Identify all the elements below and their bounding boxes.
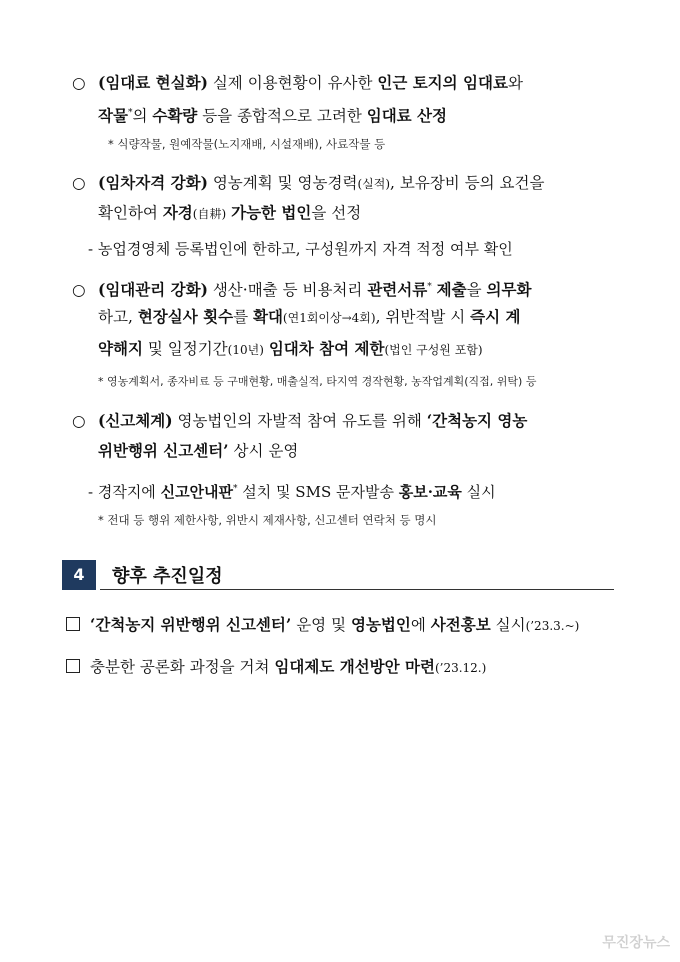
emphasis: 약해지 <box>98 339 143 358</box>
item-1-line-1 <box>72 72 523 94</box>
text: 와 <box>507 74 523 92</box>
footnote-mark: * <box>233 484 238 494</box>
text: 상시 운영 <box>228 442 299 460</box>
checkbox-square-icon <box>66 659 80 673</box>
emphasis: 즉시 계 <box>470 307 521 326</box>
emphasis: 임대료 산정 <box>366 106 447 126</box>
emphasis: 인근 토지의 임대료 <box>377 73 508 92</box>
emphasis: 수확량 <box>152 106 198 126</box>
text: 실시 <box>490 616 526 634</box>
emphasis: 관련서류 <box>367 280 428 300</box>
bullet-circle: ○ <box>72 74 86 92</box>
item-heading: (임차자격 강화) <box>98 173 208 192</box>
emphasis: 신고안내판 <box>160 483 234 501</box>
date: (’23.12.) <box>434 661 487 675</box>
emphasis: 영농법인 <box>350 615 411 634</box>
text: 실시 <box>461 483 496 501</box>
bullet-circle: ○ <box>72 281 86 300</box>
text: 영농계획 및 영농경력 <box>207 174 358 192</box>
item-4-footnote: * 전대 등 행위 제한사항, 위반시 제재사항, 신고센터 연락처 등 명시 <box>98 513 437 527</box>
watermark-logo: 무진장뉴스 <box>602 935 670 951</box>
parenthetical: (自耕) <box>192 207 227 221</box>
emphasis: 작물 <box>98 106 128 126</box>
footnote-mark: * <box>127 108 133 118</box>
item-2-line-1 <box>72 172 544 195</box>
schedule-item-2 <box>66 656 486 679</box>
item-2-subpoint: - 농업경영체 등록법인에 한하고, 구성원까지 자격 적정 여부 확인 <box>88 240 513 258</box>
text: - 경작지에 <box>88 483 161 501</box>
text: 을 <box>466 281 487 300</box>
bullet-circle: ○ <box>72 174 86 192</box>
text: 생산·매출 등 비용처리 <box>207 281 368 300</box>
emphasis: 사전홍보 <box>430 615 491 634</box>
emphasis: 위반행위 신고센터’ <box>98 441 229 460</box>
text: 을 선정 <box>311 204 362 222</box>
parenthetical: (10년) <box>227 343 264 357</box>
section-title: 향후 추진일정 <box>112 566 223 587</box>
item-3-line-3 <box>98 338 483 361</box>
checkbox-square-icon <box>66 617 80 631</box>
item-3-line-1 <box>72 276 531 301</box>
item-4-subpoint <box>88 478 496 503</box>
item-2-line-2 <box>98 202 361 225</box>
text: 에 <box>410 616 431 634</box>
item-4-line-2 <box>98 440 298 462</box>
emphasis: ‘간척농지 위반행위 신고센터’ <box>90 615 292 634</box>
item-3-line-2 <box>98 306 520 329</box>
emphasis: 확대 <box>252 307 283 326</box>
emphasis: 제출 <box>436 280 467 300</box>
emphasis: 현장실사 횟수 <box>137 307 234 326</box>
text: 실제 이용현황이 유사한 <box>207 74 378 92</box>
emphasis: ‘간척농지 영농 <box>426 411 528 430</box>
parenthetical: (실적) <box>357 177 391 191</box>
item-4-line-1 <box>72 410 527 432</box>
date: (’23.3.~) <box>525 619 580 633</box>
text: 확인하여 <box>98 204 163 222</box>
footnote-mark: * <box>427 282 432 292</box>
item-3-footnote: * 영농계획서, 종자비료 등 구매현황, 매출실적, 타지역 경작현황, 농작업계획(직접, 위탁) 등 <box>98 375 537 388</box>
text: 를 <box>233 308 253 326</box>
item-heading: (임대관리 강화) <box>98 280 208 300</box>
section-number-badge: 4 <box>62 560 96 590</box>
emphasis: 의무화 <box>486 280 532 300</box>
text: , 위반적발 시 <box>375 308 471 326</box>
text: 영농법인의 자발적 참여 유도를 위해 <box>172 412 427 430</box>
text: 의 <box>132 107 153 126</box>
item-1-line-2 <box>98 102 447 127</box>
item-heading: (신고체계) <box>98 411 173 430</box>
emphasis: 자경 <box>162 203 193 222</box>
emphasis: 가능한 법인 <box>231 203 312 222</box>
schedule-item-1 <box>66 614 579 637</box>
text: 운영 및 <box>291 616 351 634</box>
bullet-circle: ○ <box>72 412 86 430</box>
text: , 보유장비 등의 요건을 <box>390 174 545 192</box>
item-1-footnote: * 식량작물, 원예작물(노지재배, 시설재배), 사료작물 등 <box>108 137 386 151</box>
emphasis: 임대차 참여 제한 <box>268 339 385 358</box>
emphasis: 임대제도 개선방안 마련 <box>274 657 435 676</box>
parenthetical: (법인 구성원 포함) <box>384 343 483 357</box>
text: 및 일정기간 <box>142 340 228 358</box>
parenthetical: (연1회이상→4회) <box>282 311 376 325</box>
section-divider <box>100 589 614 590</box>
emphasis: 홍보·교육 <box>398 483 462 501</box>
text: 설치 및 SMS 문자발송 <box>237 483 399 501</box>
text: 등을 종합적으로 고려한 <box>197 107 367 126</box>
text: 충분한 공론화 과정을 거쳐 <box>90 658 275 676</box>
text: 하고, <box>98 308 138 326</box>
item-heading: (임대료 현실화) <box>98 73 208 92</box>
